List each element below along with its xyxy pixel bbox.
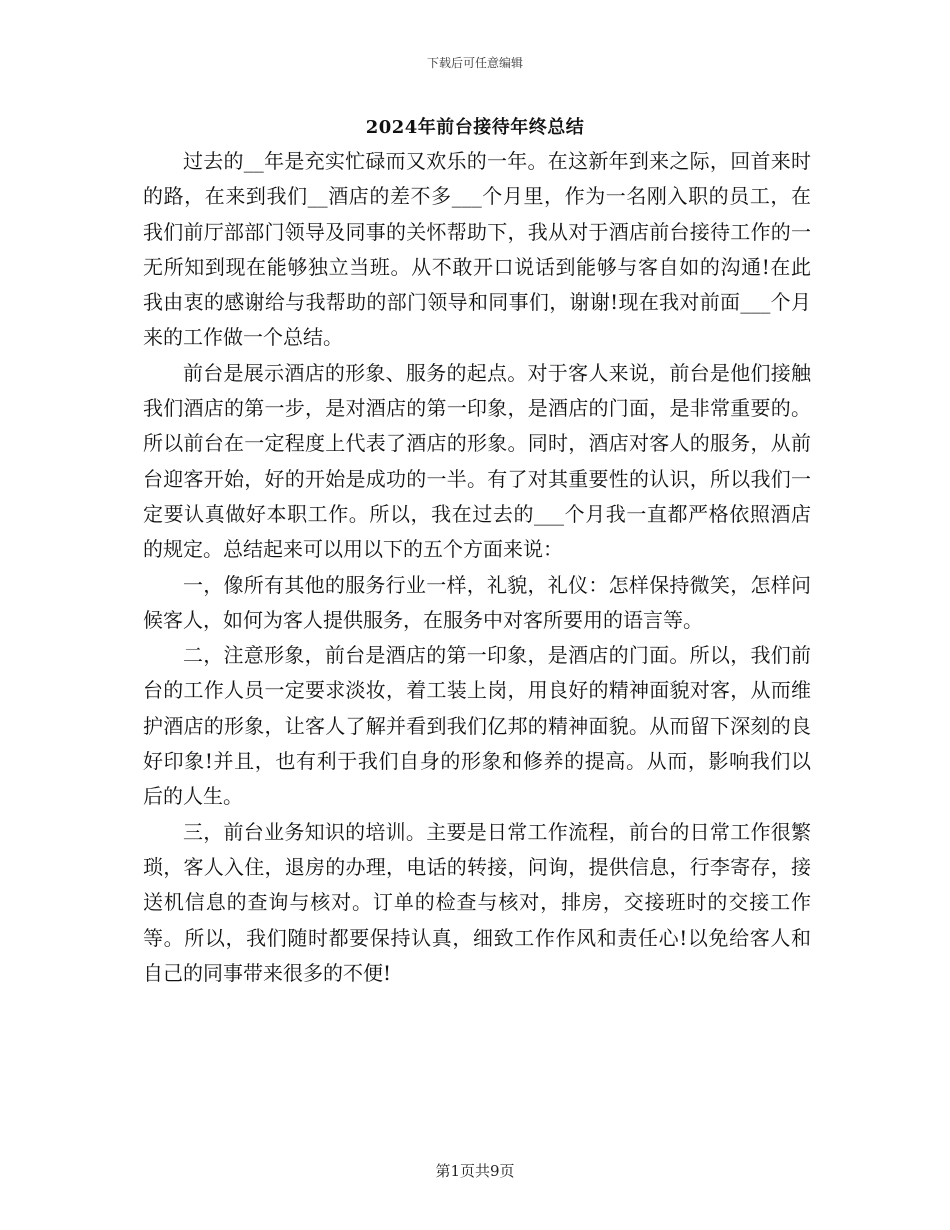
paragraph-point-two: 二，注意形象，前台是酒店的第一印象，是酒店的门面。所以，我们前台的工作人员一定要求淡妆，着工装上岗，用良好的精神面貌对客，从而维护酒店的形象，让客人了解并看到我们亿邦的精神面貌。从而留下深刻的良好印象!并且，也有利于我们自身的形象和修养的提高。从而，影响我们以后的人生。: [143, 643, 811, 809]
paragraph-point-one: 一，像所有其他的服务行业一样，礼貌，礼仪：怎样保持微笑，怎样问候客人，如何为客人提供服务，在服务中对客所要用的语言等。: [143, 572, 811, 632]
document-body: [143, 144, 811, 991]
paragraph-point-three: 三，前台业务知识的培训。主要是日常工作流程，前台的日常工作很繁琐，客人入住，退房的办理，电话的转接，问询，提供信息，行李寄存，接送机信息的查询与核对。订单的检查与核对，排房，交接班时的交接工作等。所以，我们随时都要保持认真，细致工作作风和责任心!以免给客人和自己的同事带来很多的不便!: [143, 819, 811, 985]
page-header-note: 下载后可任意编辑: [426, 56, 523, 70]
paragraph-front-desk-role: 前台是展示酒店的形象、服务的起点。对于客人来说，前台是他们接触我们酒店的第一步，是对酒店的第一印象，是酒店的门面，是非常重要的。所以前台在一定程度上代表了酒店的形象。同时，酒店对客人的服务，从前台迎客开始，好的开始是成功的一半。有了对其重要性的认识，所以我们一定要认真做好本职工作。所以，我在过去的___个月我一直都严格依照酒店的规定。总结起来可以用以下的五个方面来说：: [143, 360, 811, 562]
paragraph-intro: 过去的__年是充实忙碌而又欢乐的一年。在这新年到来之际，回首来时的路，在来到我们__酒店的差不多___个月里，作为一名刚入职的员工，在我们前厅部部门领导及同事的关怀帮助下，我从对于酒店前台接待工作的一无所知到现在能够独立当班。从不敢开口说话到能够与客自如的沟通!在此我由衷的感谢给与我帮助的部门领导和同事们，谢谢!现在我对前面___个月来的工作做一个总结。: [143, 149, 811, 350]
page-number-footer: 第1页共9页: [435, 1162, 515, 1180]
document-title: 2024年前台接待年终总结: [365, 117, 585, 138]
